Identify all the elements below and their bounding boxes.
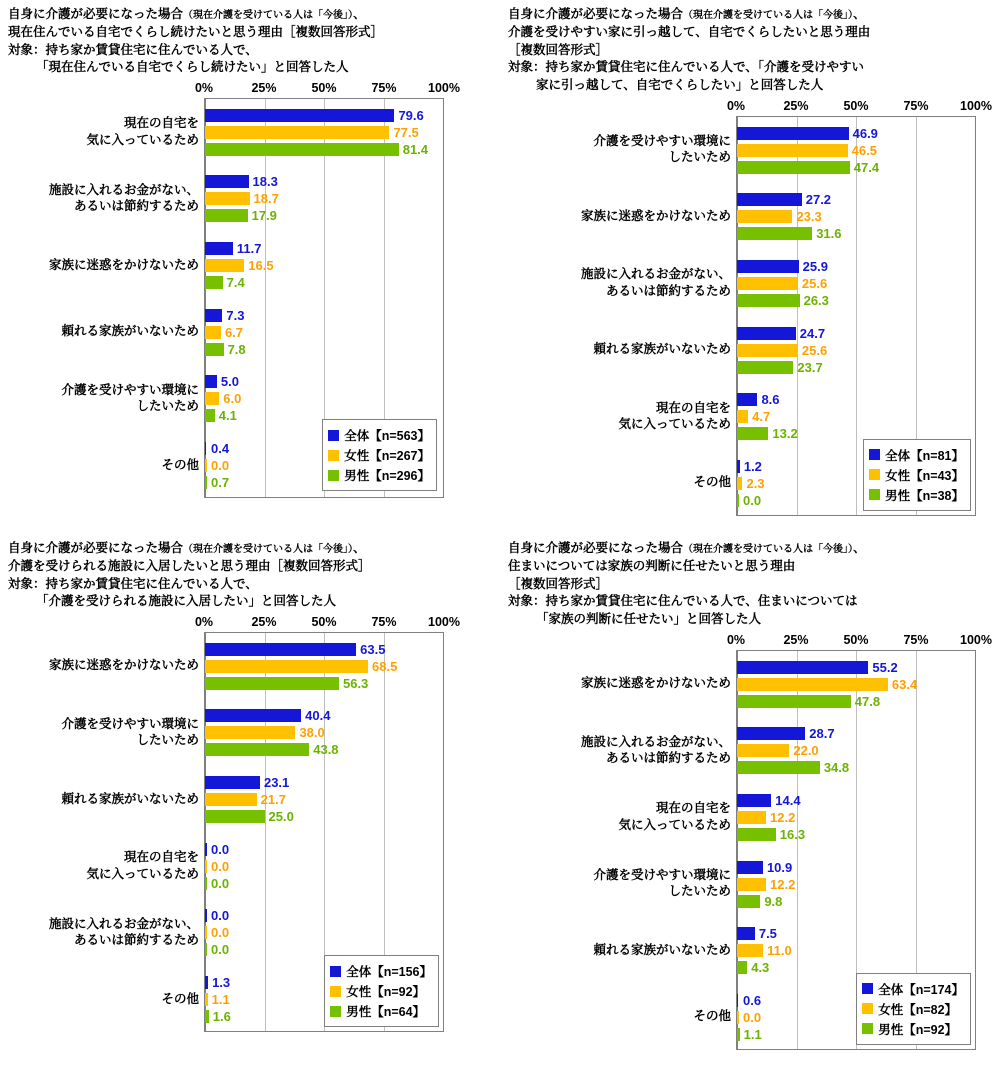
bar-value-label: 28.7: [809, 726, 835, 742]
bar-group: [580, 651, 975, 718]
legend-swatch: [869, 449, 880, 460]
chart-panel-1: [0, 0, 500, 534]
bar: [737, 327, 796, 340]
bar-value-label: 17.9: [251, 208, 277, 224]
x-tick-label: 25%: [783, 632, 809, 647]
panel-3-chart: [8, 615, 492, 1032]
bar: [737, 994, 738, 1007]
bar-group: [593, 317, 975, 384]
bar: [205, 976, 208, 989]
plot-area-1: [48, 98, 444, 498]
category-label: 施設に入れるお金がない、 あるいは節約するため: [48, 916, 199, 948]
title-line: 対象：持ち家か賃貸住宅に住んでいる人で、: [8, 42, 258, 57]
panel-3-titles: [8, 540, 492, 611]
bar-value-label: 56.3: [342, 675, 369, 691]
category-label: 現在の自宅を 気に入っているため: [86, 850, 199, 881]
category-label: 現在の自宅を 気に入っているため: [618, 801, 731, 832]
bar-group: [48, 166, 443, 233]
bar: [737, 427, 768, 440]
x-tick-label: 50%: [843, 632, 869, 647]
title-line: 家に引っ越して、自宅でくらしたい」と回答した人: [536, 78, 824, 92]
category-label: 頼れる家族がいないため: [61, 791, 199, 806]
bar: [737, 727, 805, 740]
bar-group: [580, 250, 975, 317]
x-axis-tick-labels: [8, 615, 492, 632]
bar-value-label: 0.0: [743, 492, 762, 508]
bar-group: [593, 851, 975, 918]
bar-group: [48, 232, 443, 299]
bar-value-label: 47.4: [853, 159, 880, 175]
legend-label: 全体【n=563】: [344, 429, 430, 443]
bar: [737, 828, 776, 841]
legend-item: [862, 1020, 964, 1038]
plot-area-2: [580, 116, 976, 516]
bar-value-label: 4.1: [218, 408, 237, 424]
x-tick-label: 100%: [428, 81, 460, 95]
legend-label: 女性【n=267】: [344, 449, 430, 463]
x-tick-label: 25%: [251, 81, 277, 95]
title-line: 自身に介護が必要になった場合（現在介護を受けている人は「今後」）、: [508, 541, 866, 555]
gridline: [443, 633, 444, 1031]
bar-value-label: 23.7: [797, 359, 823, 375]
x-tick-label: 50%: [311, 81, 337, 95]
legend-label: 男性【n=296】: [344, 469, 430, 483]
title-line: ［複数回答形式］: [508, 42, 609, 57]
bar-value-label: 68.5: [372, 658, 398, 674]
x-tick-label: 75%: [903, 632, 929, 647]
bar: [205, 442, 206, 455]
x-tick-label: 75%: [371, 81, 397, 95]
x-tick-label: 0%: [194, 81, 214, 95]
gridline: [975, 117, 976, 515]
legend-label: 女性【n=43】: [885, 468, 964, 483]
bar-group: [580, 183, 975, 250]
chart-panel-2: [500, 0, 1000, 534]
bar: [205, 143, 399, 156]
bar-value-label: 11.7: [236, 241, 262, 257]
category-label: 家族に迷惑をかけないため: [48, 658, 199, 673]
bar-value-label: 7.8: [227, 341, 246, 357]
x-tick-label: 75%: [903, 98, 929, 113]
title-line: 自身に介護が必要になった場合（現在介護を受けている人は「今後」）、: [508, 7, 866, 21]
title-line: 対象：持ち家か賃貸住宅に住んでいる人で、: [8, 576, 258, 591]
bar-value-label: 5.0: [220, 374, 239, 390]
bar: [737, 494, 739, 507]
title-line: 対象：持ち家か賃貸住宅に住んでいる人で、住まいについては: [508, 594, 858, 609]
bar: [205, 943, 207, 956]
category-label: その他: [161, 457, 199, 472]
bar-group: [61, 700, 443, 767]
bar: [205, 660, 368, 673]
gridline: [975, 651, 976, 1049]
title-line: 「家族の判断に任せたい」と回答した人: [536, 612, 762, 626]
bar-value-label: 63.5: [360, 641, 386, 657]
bar-value-label: 6.7: [224, 324, 244, 340]
bar-value-label: 55.2: [872, 659, 898, 675]
bar: [737, 944, 763, 957]
bar: [737, 961, 747, 974]
legend-swatch: [328, 450, 339, 461]
bar-group: [618, 784, 975, 851]
legend-item: [328, 426, 430, 444]
x-tick-label: 100%: [960, 98, 992, 113]
bar: [205, 709, 301, 722]
bar: [205, 175, 249, 188]
bar: [205, 909, 207, 922]
legend-label: 男性【n=64】: [346, 1005, 426, 1019]
bar-group: [580, 717, 975, 784]
category-label: 施設に入れるお金がない、 あるいは節約するため: [580, 267, 731, 298]
legend-swatch: [862, 1003, 873, 1014]
title-line: 「現在住んでいる自宅でくらし続けたい」と回答した人: [36, 60, 349, 75]
bar: [737, 260, 799, 273]
bar-group: [593, 117, 975, 184]
bar: [205, 643, 356, 656]
bar: [205, 877, 207, 890]
x-tick-label: 100%: [428, 615, 460, 629]
bar-value-label: 1.3: [212, 975, 231, 991]
title-line: 住まいについては家族の判断に任せたいと思う理由: [508, 558, 796, 573]
bar-value-label: 22.0: [793, 743, 819, 759]
bar: [737, 794, 771, 807]
category-label: 頼れる家族がいないため: [593, 342, 731, 357]
legend-label: 全体【n=156】: [346, 965, 432, 979]
bar-value-label: 0.0: [211, 858, 230, 874]
category-label: 介護を受けやすい環境に したいため: [61, 716, 199, 748]
category-label: 現在の自宅を 気に入っているため: [86, 116, 199, 147]
category-label: その他: [693, 475, 731, 490]
bar-value-label: 4.7: [752, 409, 771, 425]
x-axis-tick-labels: [508, 633, 992, 650]
panel-2-titles: [508, 6, 992, 95]
bar: [205, 793, 257, 806]
legend-label: 全体【n=174】: [878, 982, 964, 997]
bar: [205, 259, 244, 272]
x-tick-label: 75%: [371, 615, 397, 629]
bar-value-label: 13.2: [772, 426, 798, 442]
bar-value-label: 0.0: [211, 458, 230, 474]
legend-swatch: [862, 983, 873, 994]
bar: [205, 343, 224, 356]
bar-value-label: 8.6: [761, 392, 780, 408]
x-tick-label: 50%: [843, 98, 869, 113]
bar-value-label: 47.8: [854, 693, 881, 709]
bar: [205, 192, 250, 205]
bar: [737, 744, 789, 757]
bar-value-label: 63.4: [891, 676, 918, 692]
bar-value-label: 18.7: [253, 191, 279, 207]
bar-value-label: 4.3: [751, 960, 770, 976]
bar-value-label: 38.0: [299, 725, 325, 741]
category-label: 頼れる家族がいないため: [61, 324, 199, 339]
bar-group: [61, 766, 443, 833]
bar: [205, 677, 339, 690]
bar-value-label: 25.0: [268, 809, 294, 825]
legend-item: [869, 486, 964, 504]
bar: [205, 843, 207, 856]
panel-1-titles: [8, 6, 492, 77]
title-line: 介護を受けられる施設に入居したいと思う理由［複数回答形式］: [8, 558, 371, 573]
bar: [205, 109, 394, 122]
bar: [737, 393, 757, 406]
bar-value-label: 12.2: [770, 876, 796, 892]
x-tick-label: 50%: [311, 615, 337, 629]
bar: [737, 1011, 739, 1024]
legend-item: [330, 962, 432, 980]
bar-value-label: 12.2: [770, 809, 796, 825]
bar-group: [61, 299, 443, 366]
legend: [863, 439, 971, 511]
bar: [205, 276, 223, 289]
bar: [737, 861, 763, 874]
chart-panel-4: [500, 534, 1000, 1069]
legend: [856, 973, 971, 1045]
x-tick-label: 0%: [194, 615, 214, 629]
bar-value-label: 46.5: [851, 142, 877, 158]
category-label: 介護を受けやすい環境に したいため: [61, 382, 199, 414]
title-line: ［複数回答形式］: [508, 576, 609, 591]
bar: [737, 193, 802, 206]
panel-4-chart: [508, 633, 992, 1050]
bar-value-label: 2.3: [746, 475, 765, 491]
category-label: 現在の自宅を 気に入っているため: [618, 400, 731, 431]
x-axis-tick-labels: [508, 99, 992, 116]
bar-value-label: 10.9: [766, 859, 793, 875]
bar: [205, 1010, 209, 1023]
bar: [205, 810, 265, 823]
bar-value-label: 21.7: [260, 792, 286, 808]
bar-value-label: 7.3: [226, 307, 245, 323]
bar: [737, 477, 742, 490]
x-tick-label: 0%: [726, 98, 746, 113]
bar-value-label: 6.0: [223, 391, 242, 407]
title-line: 介護を受けやすい家に引っ越して、自宅でくらしたいと思う理由: [508, 24, 871, 39]
gridline: [443, 99, 444, 497]
bar-group: [48, 633, 443, 700]
bar-value-label: 31.6: [816, 226, 842, 242]
bar-value-label: 26.3: [803, 292, 829, 308]
bar-value-label: 24.7: [799, 325, 826, 341]
x-tick-label: 100%: [960, 632, 992, 647]
legend-item: [328, 466, 430, 484]
legend-label: 女性【n=82】: [878, 1002, 958, 1017]
bar-group: [86, 99, 443, 166]
bar-value-label: 1.1: [211, 992, 230, 1008]
legend-item: [330, 982, 432, 1000]
legend-item: [862, 980, 964, 998]
legend: [324, 955, 439, 1027]
bar-value-label: 40.4: [305, 708, 331, 724]
bar: [205, 459, 207, 472]
category-label: 家族に迷惑をかけないため: [48, 257, 199, 272]
legend-swatch: [330, 966, 341, 977]
bar-value-label: 16.3: [779, 826, 806, 842]
bar: [205, 476, 207, 489]
bar-value-label: 0.0: [743, 1009, 762, 1025]
category-label: その他: [161, 991, 199, 1006]
bar-value-label: 25.6: [801, 275, 828, 291]
title-line: 「介護を受けられる施設に入居したい」と回答した人: [36, 594, 337, 609]
bar-value-label: 7.4: [226, 275, 245, 291]
bar-value-label: 16.5: [248, 258, 274, 274]
bar-value-label: 0.7: [211, 475, 230, 491]
plot-area-4: [580, 650, 976, 1050]
bar: [737, 661, 868, 674]
panel-4-titles: [508, 540, 992, 629]
x-tick-label: 25%: [783, 98, 809, 113]
title-line: 自身に介護が必要になった場合（現在介護を受けている人は「今後」）、: [8, 7, 366, 21]
bar-value-label: 11.0: [767, 943, 792, 959]
title-line: 現在住んでいる自宅でくらし続けたいと思う理由［複数回答形式］: [8, 24, 384, 39]
bar: [737, 410, 748, 423]
bar: [205, 242, 233, 255]
legend-label: 男性【n=38】: [885, 488, 964, 503]
bar: [737, 927, 755, 940]
bar-value-label: 34.8: [823, 760, 850, 776]
bar: [737, 761, 820, 774]
category-label: 家族に迷惑をかけないため: [580, 208, 731, 223]
legend-label: 男性【n=92】: [878, 1022, 958, 1037]
category-label: その他: [693, 1009, 731, 1024]
legend-swatch: [328, 470, 339, 481]
bar: [205, 126, 389, 139]
bar: [737, 811, 766, 824]
bar: [205, 726, 295, 739]
chart-panel-3: [0, 534, 500, 1069]
category-label: 家族に迷惑をかけないため: [580, 676, 731, 691]
bar-value-label: 0.0: [211, 841, 230, 857]
bar: [737, 227, 812, 240]
bar: [737, 294, 800, 307]
title-line: 対象：持ち家か賃貸住宅に住んでいる人で、「介護を受けやすい: [508, 60, 865, 75]
bar-value-label: 23.1: [263, 775, 290, 791]
bar-value-label: 81.4: [402, 141, 429, 157]
legend-swatch: [869, 489, 880, 500]
bar-value-label: 1.1: [743, 1026, 762, 1042]
panel-1-chart: [8, 81, 492, 498]
legend-label: 全体【n=81】: [885, 448, 964, 463]
bar: [737, 895, 760, 908]
bar: [737, 344, 798, 357]
legend-label: 女性【n=92】: [346, 985, 426, 999]
category-label: 介護を受けやすい環境に したいため: [593, 868, 731, 899]
bar-value-label: 0.0: [211, 942, 230, 958]
bar: [737, 695, 851, 708]
bar-value-label: 25.6: [801, 342, 828, 358]
bar: [737, 144, 848, 157]
bar: [205, 209, 248, 222]
x-axis-tick-labels: [8, 81, 492, 98]
plot-area-3: [48, 632, 444, 1032]
bar-value-label: 0.6: [743, 992, 762, 1008]
bar-value-label: 27.2: [805, 192, 832, 208]
bar-value-label: 18.3: [252, 174, 278, 190]
bar: [205, 392, 219, 405]
bar-value-label: 1.6: [212, 1009, 231, 1025]
bar-group: [86, 833, 443, 900]
bar: [737, 277, 798, 290]
legend-swatch: [869, 469, 880, 480]
bar-value-label: 0.0: [211, 908, 230, 924]
bar-value-label: 79.6: [398, 107, 424, 123]
legend-item: [330, 1002, 432, 1020]
legend-item: [328, 446, 430, 464]
x-tick-label: 0%: [726, 632, 746, 647]
bar-value-label: 9.8: [764, 893, 783, 909]
bar: [737, 678, 888, 691]
legend-swatch: [862, 1023, 873, 1034]
bar: [205, 309, 222, 322]
legend-item: [869, 466, 964, 484]
bar: [205, 409, 215, 422]
title-line: 自身に介護が必要になった場合（現在介護を受けている人は「今後」）、: [8, 541, 366, 555]
category-label: 頼れる家族がいないため: [593, 942, 731, 957]
bar-value-label: 23.3: [796, 209, 822, 225]
bar-value-label: 0.0: [211, 875, 230, 891]
bar: [737, 127, 849, 140]
bar: [737, 361, 793, 374]
bar-value-label: 46.9: [852, 125, 878, 141]
bar-value-label: 43.8: [313, 742, 339, 758]
category-label: 施設に入れるお金がない、 あるいは節約するため: [580, 734, 731, 765]
bar-value-label: 0.0: [211, 925, 230, 941]
bar-value-label: 7.5: [758, 926, 777, 942]
bar: [737, 878, 766, 891]
bar: [205, 375, 217, 388]
legend-swatch: [330, 986, 341, 997]
bar-value-label: 1.2: [743, 458, 762, 474]
bar: [205, 993, 208, 1006]
bar-value-label: 25.9: [802, 258, 828, 274]
x-tick-label: 25%: [251, 615, 277, 629]
bar: [737, 1028, 740, 1041]
category-label: 介護を受けやすい環境に したいため: [593, 134, 731, 165]
bar-value-label: 14.4: [775, 792, 801, 808]
bar: [205, 776, 260, 789]
legend-swatch: [330, 1006, 341, 1017]
legend-swatch: [328, 430, 339, 441]
bar: [205, 743, 309, 756]
bar: [737, 161, 850, 174]
legend: [322, 419, 437, 491]
bar-value-label: 77.5: [393, 124, 419, 140]
bar-value-label: 0.4: [211, 441, 230, 457]
category-label: 施設に入れるお金がない、 あるいは節約するため: [48, 182, 199, 214]
bar: [205, 926, 207, 939]
legend-item: [869, 446, 964, 464]
bar: [205, 326, 221, 339]
bar: [737, 460, 740, 473]
bar: [737, 210, 792, 223]
legend-item: [862, 1000, 964, 1018]
panel-2-chart: [508, 99, 992, 516]
bar: [205, 860, 207, 873]
